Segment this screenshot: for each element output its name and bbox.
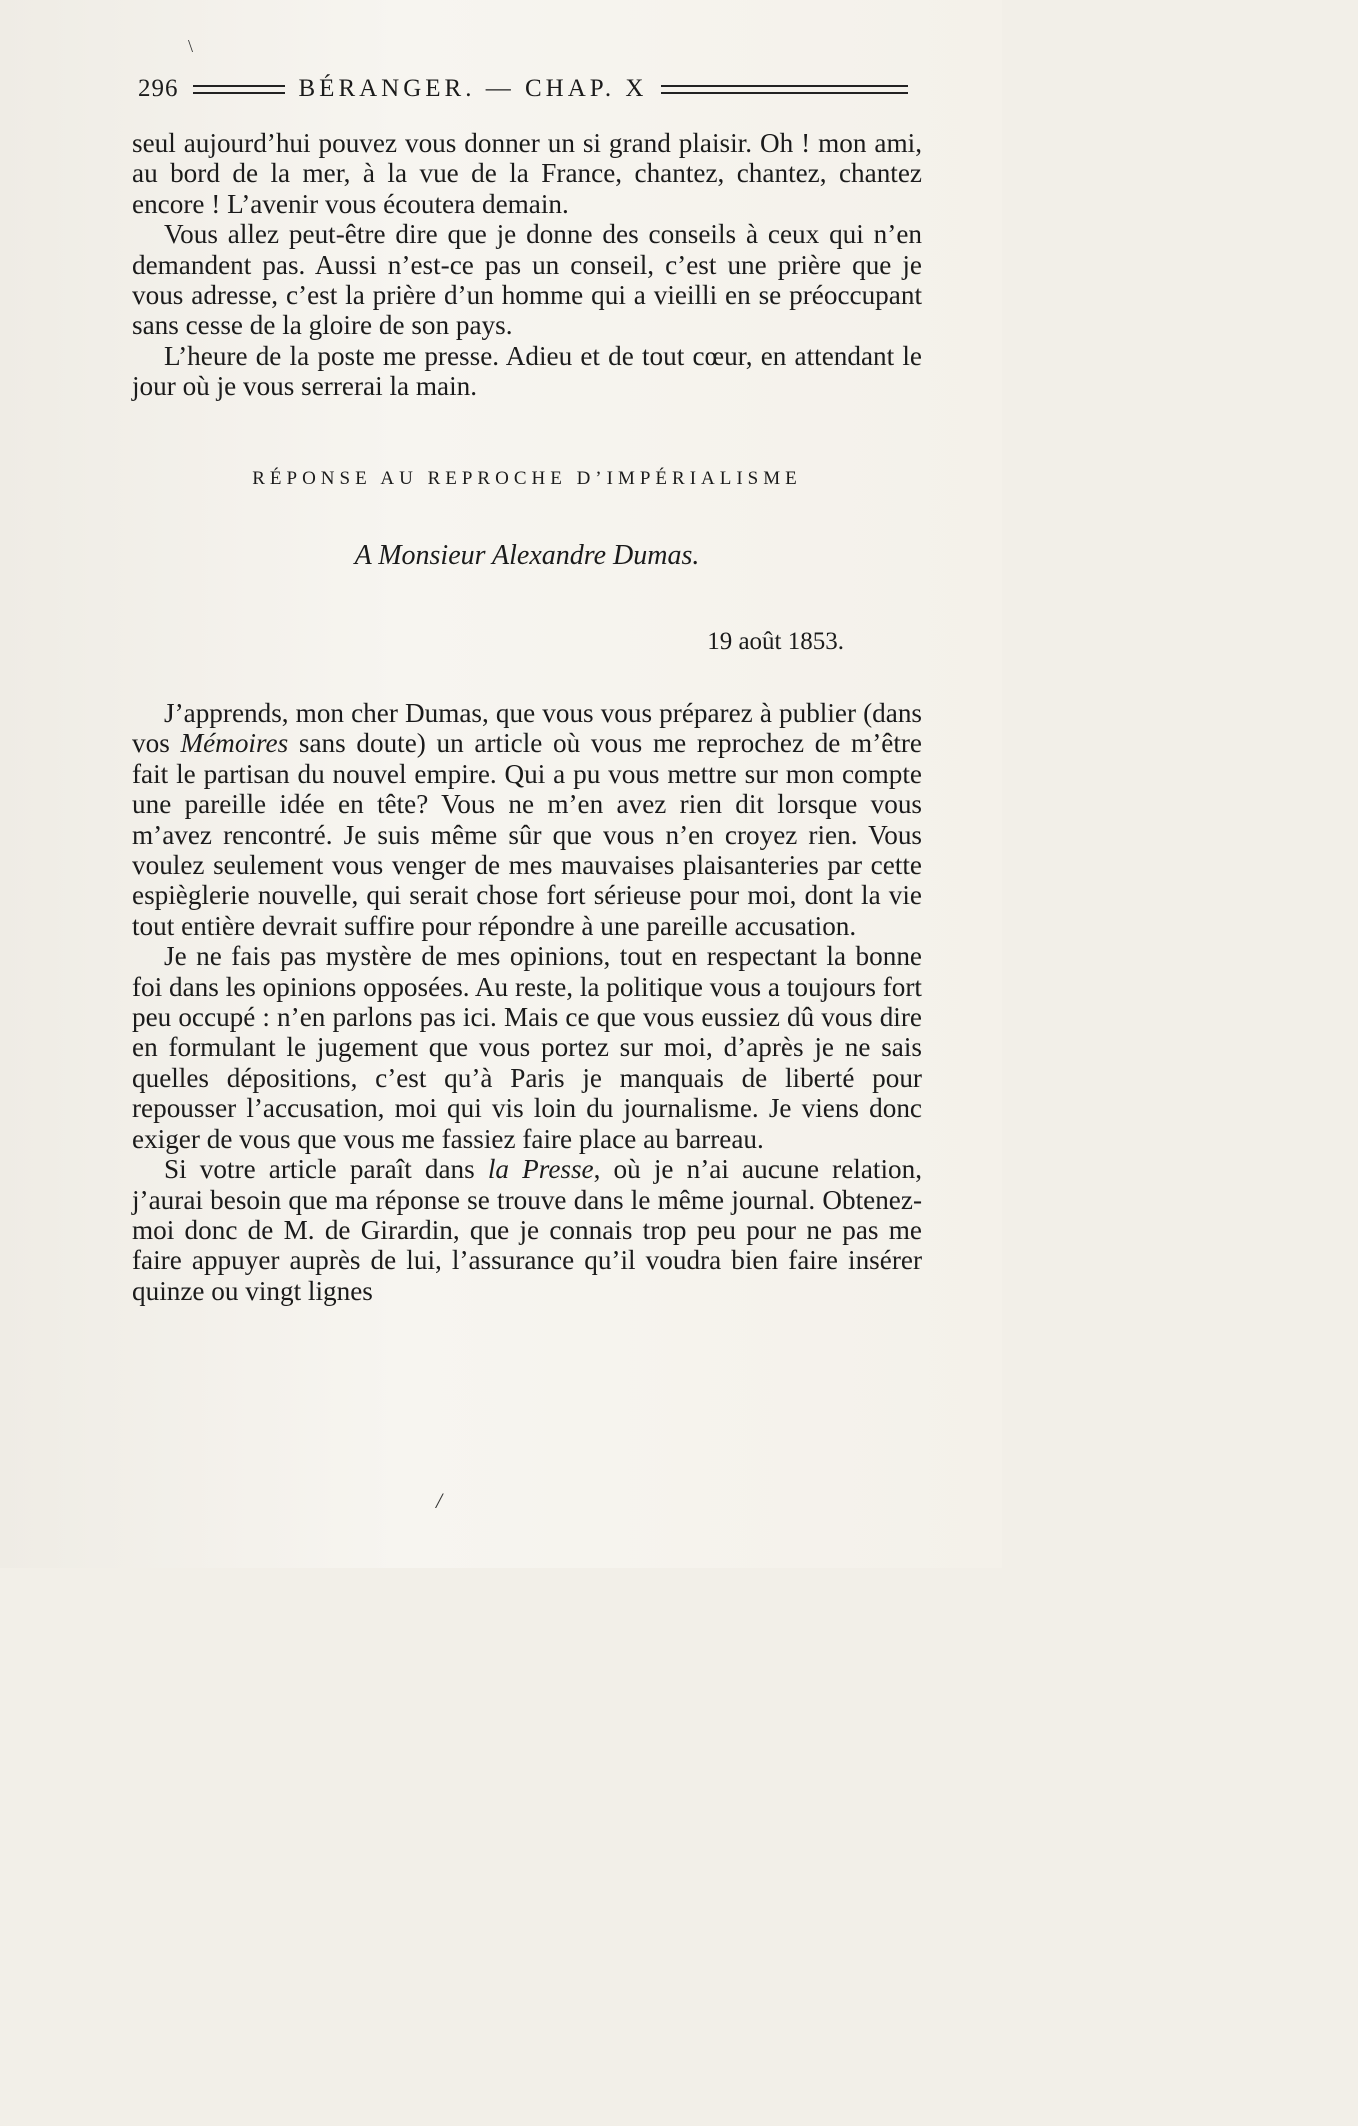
text-run: J’apprends, mon cher Dumas, que vous vous préparez à publier (dans vos	[132, 698, 922, 759]
head-rule-left	[193, 85, 285, 94]
text-run: , où je n’ai aucune relation, j’aurai besoin que ma réponse se trouve dans le même journal. Obtenez-moi donc de M. de Girardin, que je connais trop peu pour ne pas me faire appuyer auprès de lui, l’assurance qu’il voudra bien faire insérer quinze ou vingt lignes	[132, 1154, 922, 1306]
paragraph: Vous allez peut-être dire que je donne des conseils à ceux qui n’en demandent pas. Aussi n’est-ce pas un conseil, c’est une prière que je vous adresse, c’est la prière d’un homme qui a vieilli en se préoccupant sans cesse de la gloire de son pays.	[132, 219, 922, 341]
ink-mark-bottom: /	[436, 1488, 443, 1513]
paragraph	[132, 1154, 922, 1306]
letter-date: 19 août 1853.	[707, 628, 844, 655]
head-rule-right	[661, 85, 908, 94]
running-head-title: BÉRANGER. — CHAP. X	[298, 75, 648, 102]
letter-addressee: A Monsieur Alexandre Dumas.	[354, 540, 700, 571]
running-head	[138, 74, 922, 104]
section-heading: RÉPONSE AU REPROCHE D’IMPÉRIALISME	[252, 468, 802, 489]
paragraph: L’heure de la poste me presse. Adieu et de tout cœur, en attendant le jour où je vous serrerai la main.	[132, 340, 922, 402]
text-run: Si votre article paraît dans	[164, 1154, 488, 1185]
ink-mark-top: \	[188, 36, 194, 56]
letter-body	[132, 698, 922, 1306]
paragraph: Je ne fais pas mystère de mes opinions, tout en respectant la bonne foi dans les opinions opposées. Au reste, la politique vous a toujours fort peu occupé : n’en parlons pas ici. Mais ce que vous eussiez dû vous dire en formulant le jugement que vous portez sur moi, d’après je ne sais quelles dépositions, c’est qu’à Paris je manquais de liberté pour repousser l’accusation, moi qui vis loin du journalisme. Je viens donc exiger de vous que vous me fassiez faire place au barreau.	[132, 941, 922, 1154]
text-run: sans doute) un article où vous me reprochez de m’être fait le partisan du nouvel empire. Qui a pu vous mettre sur mon compte une pareille idée en tête? Vous ne m’en avez rien dit lorsque vous m’avez rencontré. Je suis même sûr que vous n’en croyez rien. Vous voulez seulement vous venger de mes mauvaises plaisanteries par cette espièglerie nouvelle, qui serait chose fort sérieuse pour moi, dont la vie tout entière devrait suffire pour répondre à une pareille accusation.	[132, 728, 922, 941]
page-number: 296	[138, 75, 179, 102]
letter-end-text	[132, 128, 922, 402]
italic-title: Mémoires	[180, 728, 289, 759]
italic-title: la Presse	[487, 1154, 594, 1185]
paragraph	[132, 698, 922, 941]
paragraph: seul aujourd’hui pouvez vous donner un si grand plaisir. Oh ! mon ami, au bord de la mer, à la vue de la France, chantez, chantez, chantez encore ! L’avenir vous écoutera demain.	[132, 128, 922, 219]
